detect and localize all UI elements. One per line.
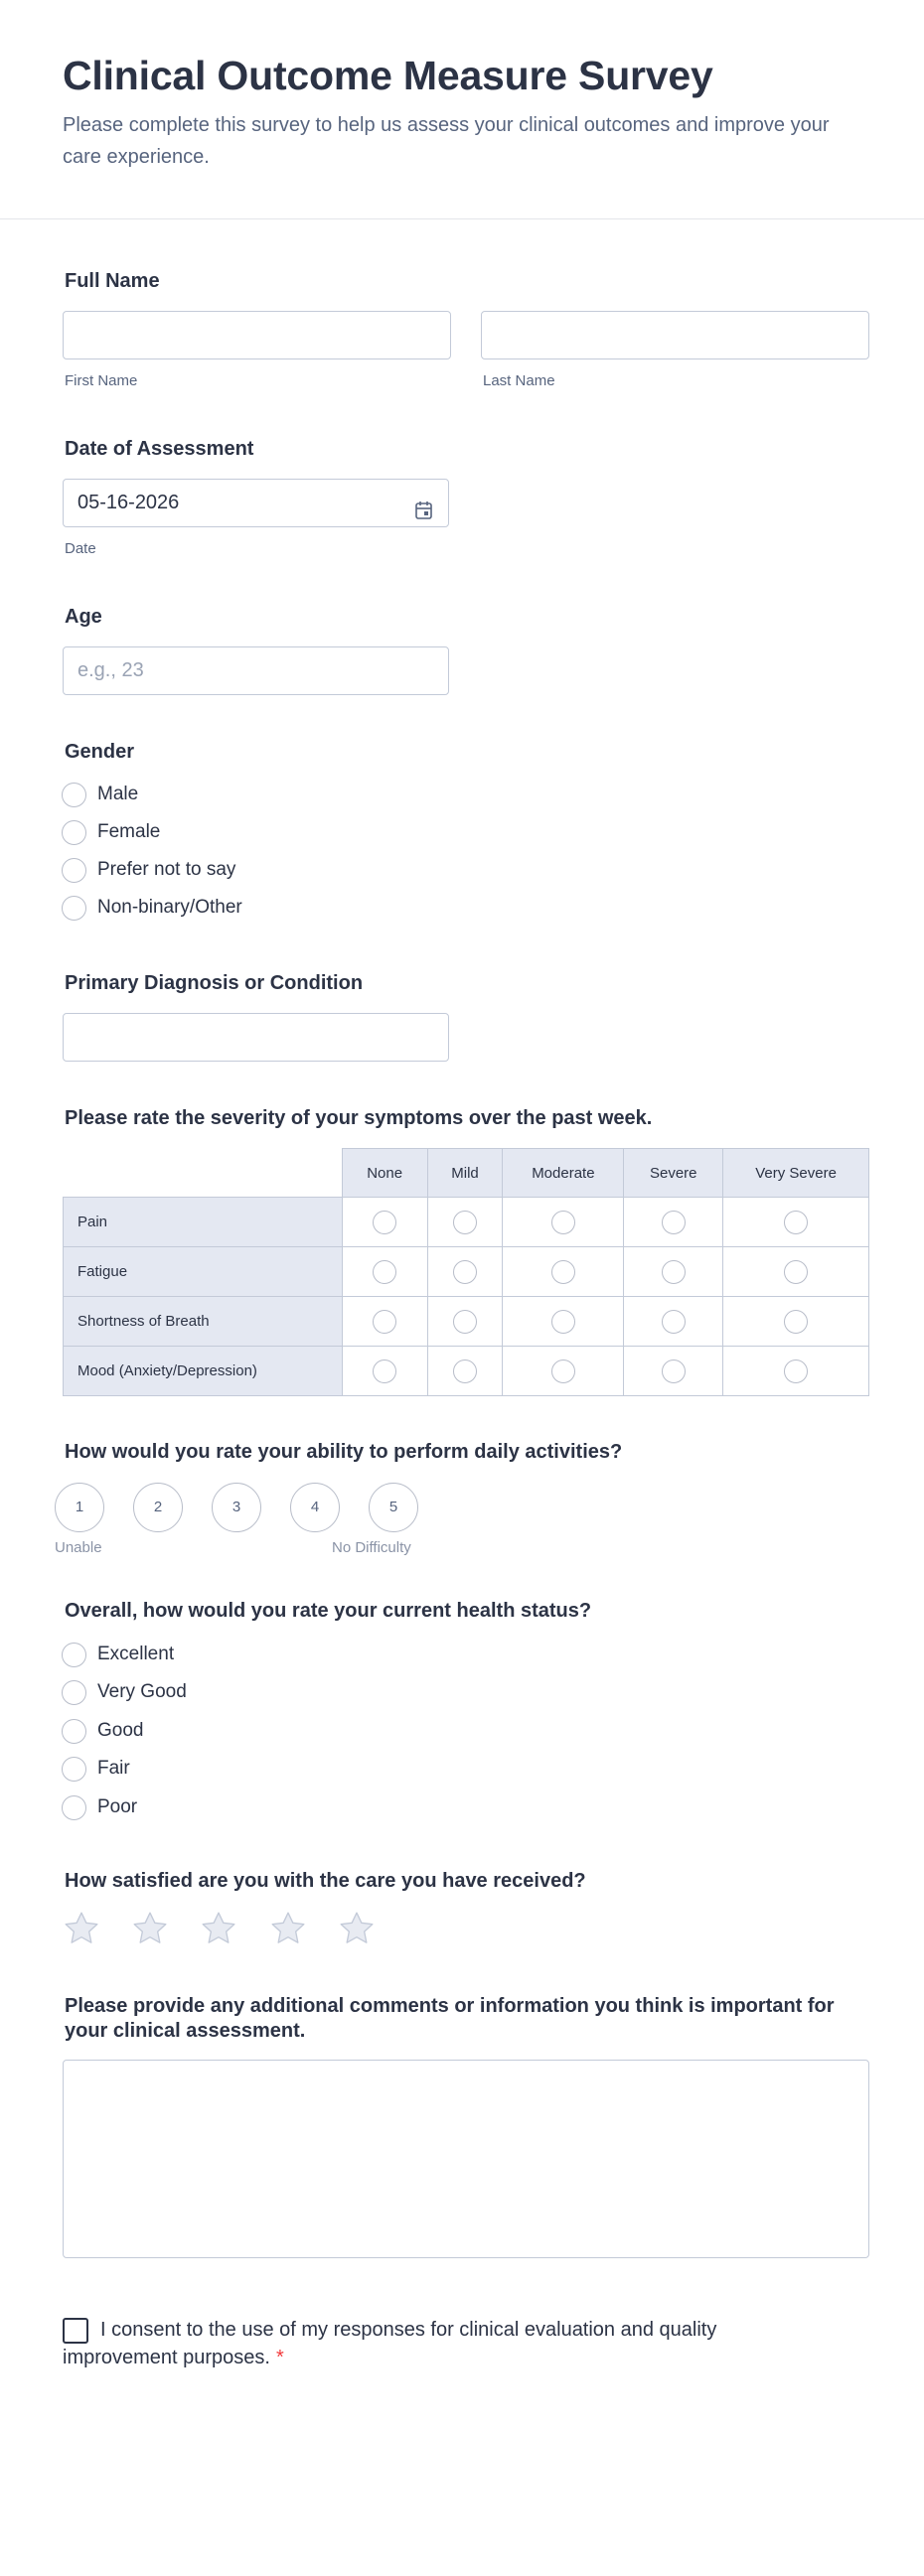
consent-text-line2: improvement purposes.: [63, 2347, 270, 2368]
health-option-excellent[interactable]: Excellent: [62, 1640, 174, 1669]
health-option-good[interactable]: Good: [62, 1716, 143, 1746]
radio-button[interactable]: [784, 1310, 808, 1334]
radio-button[interactable]: [453, 1310, 477, 1334]
page-title: Clinical Outcome Measure Survey: [63, 53, 713, 98]
required-asterisk: *: [275, 2347, 284, 2368]
radio-button[interactable]: [62, 1757, 86, 1782]
radio-button[interactable]: [62, 1719, 86, 1744]
radio-button[interactable]: [662, 1360, 686, 1383]
age-label: Age: [65, 606, 102, 628]
radio-button[interactable]: [784, 1360, 808, 1383]
radio-button[interactable]: [784, 1211, 808, 1234]
radio-button[interactable]: [662, 1260, 686, 1284]
date-label: Date of Assessment: [65, 438, 254, 460]
radio-button[interactable]: [62, 783, 86, 807]
gender-option-male[interactable]: Male: [62, 780, 138, 809]
radio-button[interactable]: [662, 1211, 686, 1234]
first-name-input[interactable]: [63, 311, 451, 359]
matrix-col-mild: Mild: [427, 1149, 503, 1198]
scale-option-2[interactable]: 2: [133, 1483, 183, 1532]
radio-button[interactable]: [551, 1360, 575, 1383]
satisfaction-label: How satisfied are you with the care you have received?: [65, 1870, 586, 1892]
form-header: [0, 0, 924, 219]
matrix-row-label: Pain: [64, 1198, 343, 1247]
radio-button[interactable]: [62, 1643, 86, 1667]
radio-button[interactable]: [453, 1260, 477, 1284]
gender-option-prefer-not[interactable]: Prefer not to say: [62, 855, 235, 885]
star-icon[interactable]: [130, 1909, 170, 1948]
page-subtitle: Please complete this survey to help us assess your clinical outcomes and improve your care experience.: [63, 114, 830, 168]
matrix-row-mood: [64, 1347, 869, 1396]
scale-option-1[interactable]: 1: [55, 1483, 104, 1532]
matrix-row-label: Mood (Anxiety/Depression): [64, 1347, 343, 1396]
matrix-col-moderate: Moderate: [503, 1149, 624, 1198]
matrix-col-none: None: [342, 1149, 427, 1198]
scale-max-caption: No Difficulty: [332, 1539, 411, 1556]
severity-label: Please rate the severity of your symptoms over the past week.: [65, 1107, 653, 1129]
last-name-input[interactable]: [481, 311, 869, 359]
calendar-icon[interactable]: [414, 493, 434, 514]
radio-button[interactable]: [453, 1211, 477, 1234]
matrix-corner: [64, 1149, 343, 1198]
diagnosis-label: Primary Diagnosis or Condition: [65, 972, 364, 994]
date-sublabel: Date: [65, 540, 96, 557]
ability-label: How would you rate your ability to perform daily activities?: [65, 1441, 623, 1463]
star-icon[interactable]: [268, 1909, 308, 1948]
matrix-row-fatigue: [64, 1247, 869, 1297]
last-name-sublabel: Last Name: [483, 372, 555, 389]
star-icon[interactable]: [337, 1909, 377, 1948]
radio-button[interactable]: [662, 1310, 686, 1334]
matrix-row-breath: [64, 1297, 869, 1347]
scale-option-3[interactable]: 3: [212, 1483, 261, 1532]
radio-button[interactable]: [373, 1360, 396, 1383]
health-option-fair[interactable]: Fair: [62, 1754, 130, 1784]
radio-button[interactable]: [62, 820, 86, 845]
radio-button[interactable]: [373, 1310, 396, 1334]
matrix-col-severe: Severe: [624, 1149, 723, 1198]
radio-button[interactable]: [62, 896, 86, 921]
star-icon[interactable]: [199, 1909, 238, 1948]
consent-text-line1: I consent to the use of my responses for clinical evaluation and quality: [100, 2319, 717, 2341]
consent-text: [63, 2316, 857, 2371]
radio-button[interactable]: [784, 1260, 808, 1284]
comments-label-line2: your clinical assessment.: [65, 2020, 306, 2042]
health-option-very-good[interactable]: Very Good: [62, 1677, 187, 1707]
health-option-poor[interactable]: Poor: [62, 1792, 137, 1822]
radio-button[interactable]: [62, 1680, 86, 1705]
severity-matrix: [63, 1148, 869, 1396]
comments-textarea[interactable]: [63, 2060, 869, 2258]
star-icon[interactable]: [62, 1909, 101, 1948]
matrix-row-pain: [64, 1198, 869, 1247]
diagnosis-input[interactable]: [63, 1013, 449, 1062]
date-value: 05-16-2026: [77, 492, 180, 513]
gender-option-nonbinary[interactable]: Non-binary/Other: [62, 893, 242, 923]
matrix-row-label: Fatigue: [64, 1247, 343, 1297]
radio-button[interactable]: [551, 1310, 575, 1334]
scale-min-caption: Unable: [55, 1539, 102, 1556]
radio-button[interactable]: [551, 1260, 575, 1284]
scale-option-4[interactable]: 4: [290, 1483, 340, 1532]
first-name-sublabel: First Name: [65, 372, 138, 389]
age-input[interactable]: e.g., 23: [63, 646, 449, 695]
comments-label: [65, 1994, 879, 2044]
radio-button[interactable]: [373, 1211, 396, 1234]
full-name-label: Full Name: [65, 270, 160, 292]
radio-button[interactable]: [62, 1795, 86, 1820]
scale-option-5[interactable]: 5: [369, 1483, 418, 1532]
radio-button[interactable]: [551, 1211, 575, 1234]
radio-button[interactable]: [453, 1360, 477, 1383]
gender-option-female[interactable]: Female: [62, 817, 160, 847]
gender-label: Gender: [65, 741, 135, 763]
comments-label-line1: Please provide any additional comments or information you think is important for: [65, 1995, 835, 2017]
radio-button[interactable]: [373, 1260, 396, 1284]
date-input[interactable]: [63, 479, 449, 527]
radio-button[interactable]: [62, 858, 86, 883]
matrix-row-label: Shortness of Breath: [64, 1297, 343, 1347]
matrix-col-very-severe: Very Severe: [723, 1149, 869, 1198]
health-label: Overall, how would you rate your current health status?: [65, 1600, 592, 1622]
